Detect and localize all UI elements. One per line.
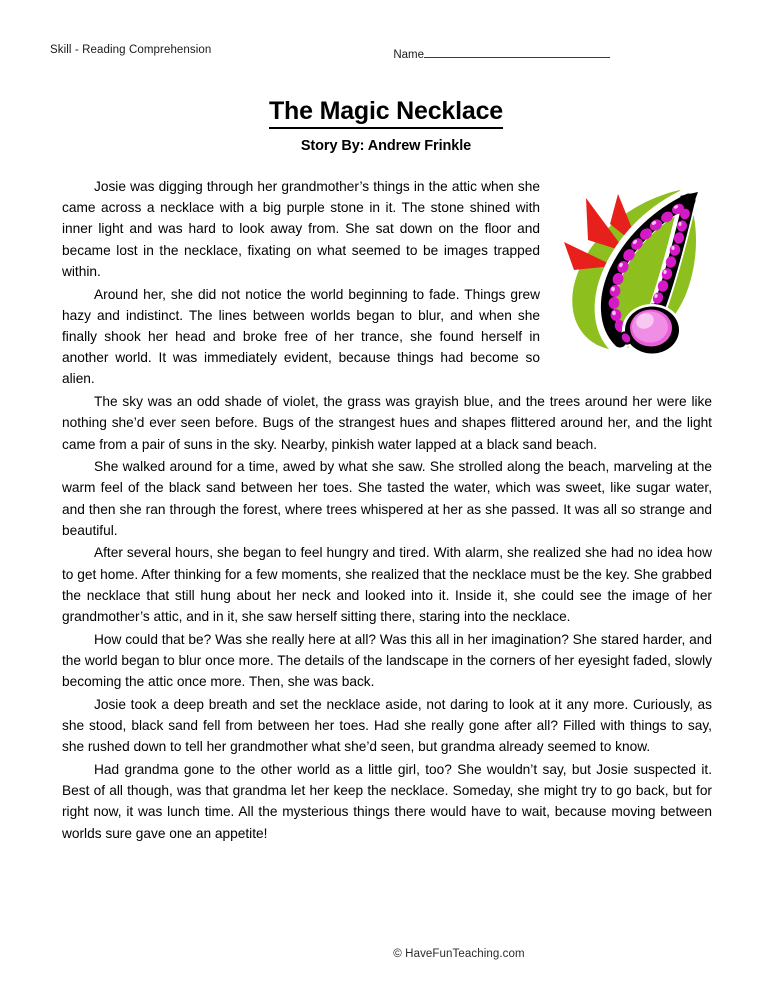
story-paragraph: After several hours, she began to feel hungry and tired. With alarm, she realized she had no idea how to get home. After thinking for a few moments, she realized that the necklace must be the key. She grabbed the necklace that still hung about her neck and looked into it. Inside it, she could see the image of her grandmother’s attic, and in it, she saw herself sitting there, staring into the necklace.	[62, 545, 712, 625]
name-field-group	[393, 44, 610, 61]
story-paragraph: Josie took a deep breath and set the necklace aside, not daring to look at it any more. Curiously, as she stood, black sand fell from between her toes. Had she really gone after all? Filled with things to say, she rushed down to tell her grandmother what she’d seen, but grandma already seemed to know.	[62, 696, 712, 755]
name-label: Name	[393, 49, 424, 61]
copyright-notice: © HaveFunTeaching.com	[393, 948, 525, 960]
worksheet-header	[50, 44, 722, 66]
skill-label: Skill - Reading Comprehension	[50, 44, 212, 56]
necklace-icon	[552, 178, 712, 364]
name-input-blank[interactable]	[424, 44, 610, 58]
page-title: The Magic Necklace	[269, 98, 503, 129]
worksheet-footer	[0, 944, 772, 962]
story-paragraph: How could that be? Was she really here at all? Was this all in her imagination? She stared harder, and the world began to blur once more. The details of the landscape in the corners of her eyesight faded, slowly becoming the attic once more. Then, she was back.	[62, 631, 712, 690]
story-paragraph: The sky was an odd shade of violet, the grass was grayish blue, and the trees around her were like nothing she’d ever seen before. Bugs of the strangest hues and shapes flittered around her, and the light came from a pair of suns in the sky. Nearby, pinkish water lapped at a black sand beach.	[62, 394, 712, 452]
title-block	[0, 98, 772, 154]
story-paragraph: Josie was digging through her grandmother’s things in the attic when she came across a necklace with a big purple stone in it. The stone shined with inner light and was hard to look away from. She sat down on the floor and became lost in the necklace, fixating on what seemed to be images trapped within.	[62, 179, 540, 279]
story-paragraph: Had grandma gone to the other world as a little girl, too? She wouldn’t say, but Josie suspected it. Best of all though, was that grandma let her keep the necklace. Someday, she might try to go back, but for right now, it was lunch time. All the mysterious things there would have to wait, because moving between worlds sure gave one an appetite!	[62, 761, 712, 841]
story-byline: Story By: Andrew Frinkle	[300, 137, 472, 154]
story-body	[62, 176, 712, 845]
story-paragraph: Around her, she did not notice the world beginning to fade. Things grew hazy and indistinct. The lines between worlds began to blur, and when she finally shook her head and broke free of her trance, she found herself in another world. It was immediately evident, because things had become so alien.	[62, 286, 540, 387]
magic-necklace-illustration	[552, 178, 712, 364]
story-paragraph: She walked around for a time, awed by what she saw. She strolled along the beach, marveling at the warm feel of the black sand between her toes. She tasted the water, which was sweet, like sugar water, and then she ran through the forest, where trees whispered at her as she passed. It was all so strange and beautiful.	[62, 459, 712, 538]
